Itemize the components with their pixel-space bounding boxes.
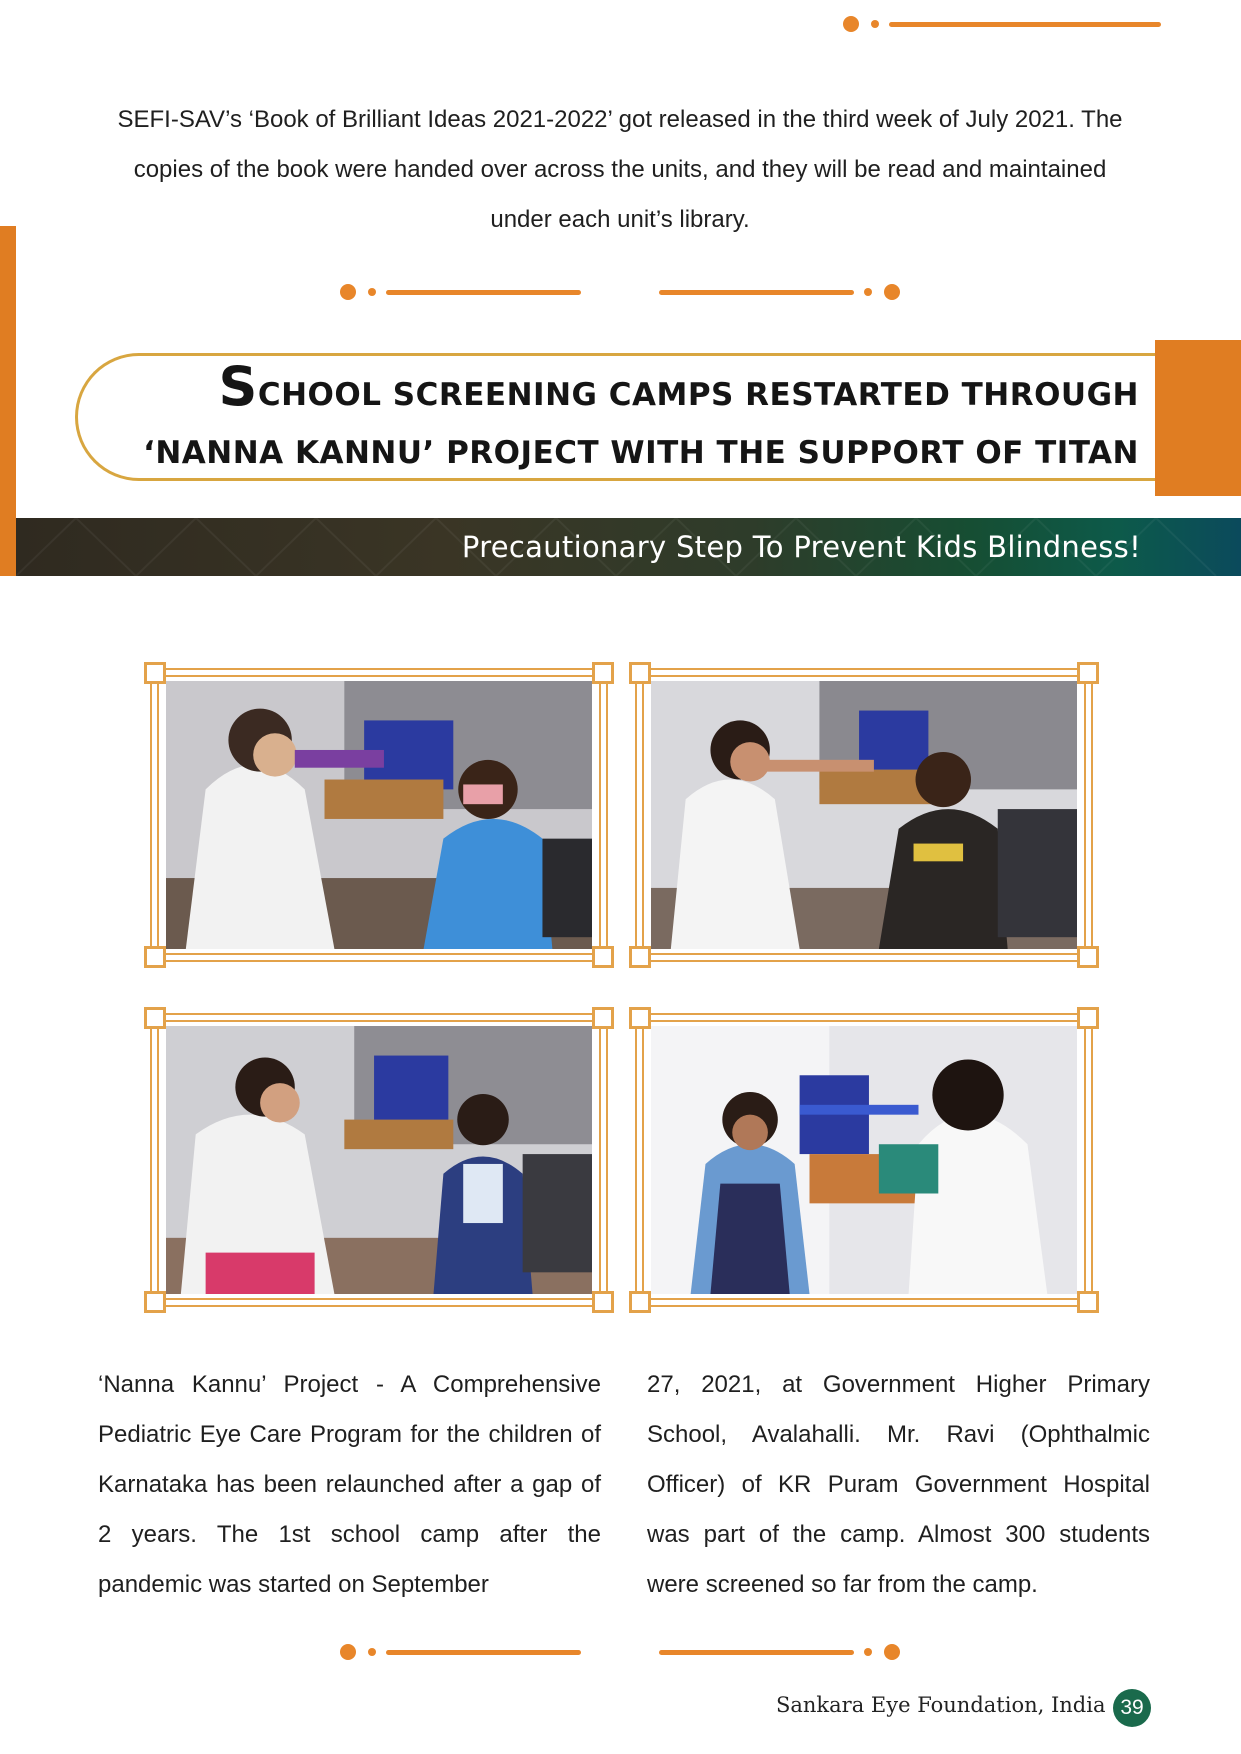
photo-doctor-examining-girl [166,1026,592,1294]
banner-text: Precautionary Step To Prevent Kids Blindness! [461,530,1141,564]
body-column-right [647,1360,1150,1610]
divider-ornament-left [340,284,581,300]
page-number-badge: 39 [1113,1689,1151,1727]
bottom-ornament-right [659,1644,900,1660]
body-column-left [98,1360,601,1610]
photo-frame-3 [150,1013,608,1307]
left-accent-bar [0,226,16,576]
title-initial: S [218,355,258,418]
title-accent-block [1155,340,1241,496]
photo-doctor-examining-boy [166,681,592,949]
section-title-line1 [218,355,1139,418]
photo-frame-2 [635,668,1093,962]
intro-paragraph: SEFI-SAV’s ‘Book of Brilliant Ideas 2021-2022’ got released in the third week of July 2021. The copies of the book were handed over across the units, and they will be read and maintained under each unit’s library. [117,106,1123,233]
top-ornament [843,16,1161,32]
photo-doctor-fitting-trial-frame [651,1026,1077,1294]
photo-frame-1 [150,668,608,962]
bottom-ornament-left [340,1644,581,1660]
body-paragraph-left: ‘Nanna Kannu’ Project - A Comprehensive Pediatric Eye Care Program for the children of Karnataka has been relaunched after a gap of 2 years. The 1st school camp after the pandemic was started on September [98,1371,601,1598]
title-line1-rest: CHOOL SCREENING CAMPS RESTARTED THROUGH [257,377,1139,413]
section-title-line2: ‘NANNA KANNU’ PROJECT WITH THE SUPPORT OF TITAN [143,435,1139,471]
footer-org-name: Sankara Eye Foundation, India [776,1693,1106,1717]
divider-ornament-right [659,284,900,300]
photo-frame-4 [635,1013,1093,1307]
body-paragraph-right: 27, 2021, at Government Higher Primary School, Avalahalli. Mr. Ravi (Ophthalmic Officer) of KR Puram Government Hospital was part of the camp. Almost 300 students were screened so far from the camp. [647,1371,1150,1598]
subtitle-banner [16,518,1241,576]
photo-doctor-examining-boy-puma [651,681,1077,949]
